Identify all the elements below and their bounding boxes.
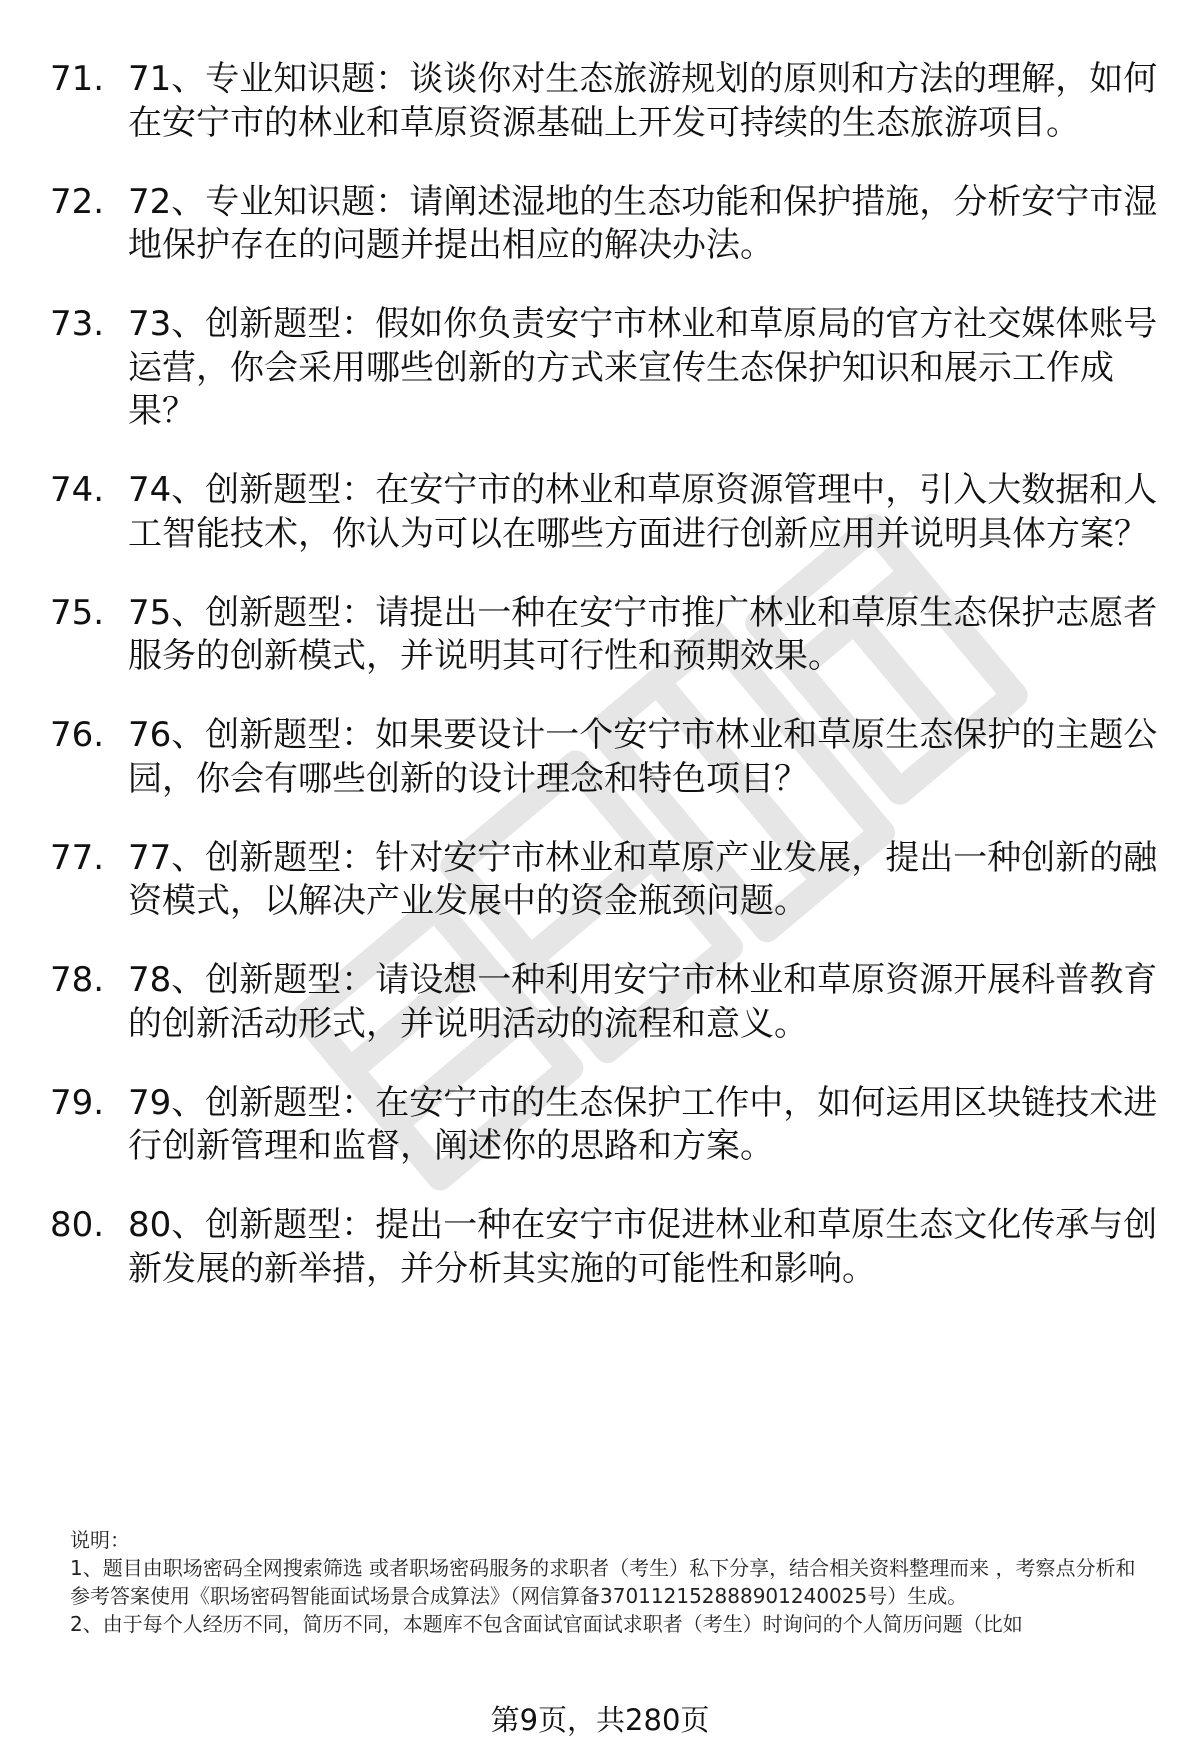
question-number: 78. bbox=[50, 960, 105, 1000]
question-text: 72、专业知识题：请阐述湿地的生态功能和保护措施，分析安宁市湿地保护存在的问题并提出相应的解决办法。 bbox=[128, 181, 1158, 265]
question-text: 74、创新题型：在安宁市的林业和草原资源管理中，引入大数据和人工智能技术，你认为可以在哪些方面进行创新应用并说明具体方案？ bbox=[128, 470, 1158, 554]
question-text: 80、创新题型：提出一种在安宁市促进林业和草原生态文化传承与创新发展的新举措，并分析其实施的可能性和影响。 bbox=[128, 1205, 1158, 1289]
question-number: 72. bbox=[50, 181, 105, 222]
notes-title: 说明： bbox=[70, 1528, 130, 1552]
question-text: 71、专业知识题：谈谈你对生态旅游规划的原则和方法的理解，如何在安宁市的林业和草原资源基础上开发可持续的生态旅游项目。 bbox=[128, 59, 1158, 143]
question-text: 77、创新题型：针对安宁市林业和草原产业发展，提出一种创新的融资模式，以解决产业发展中的资金瓶颈问题。 bbox=[128, 837, 1158, 921]
question-number: 80. bbox=[50, 1205, 105, 1245]
notes-line-1: 1、题目由职场密码全网搜索筛选 或者职场密码服务的求职者（考生）私下分享，结合相关资料整理而来 ，考察点分析和参考答案使用《职场密码智能面试场景合成算法》（网信算备370112152888901240025号）生成。 bbox=[70, 1556, 1136, 1608]
question-item bbox=[50, 1204, 1160, 1291]
question-item bbox=[50, 58, 1160, 145]
question-number: 74. bbox=[50, 470, 105, 510]
question-item bbox=[50, 303, 1160, 434]
question-text: 78、创新题型：请设想一种利用安宁市林业和草原资源开展科普教育的创新活动形式，并说明活动的流程和意义。 bbox=[128, 960, 1158, 1044]
question-item bbox=[50, 181, 1160, 268]
question-item bbox=[50, 469, 1160, 556]
question-number: 79. bbox=[50, 1082, 105, 1123]
question-text: 76、创新题型：如果要设计一个安宁市林业和草原生态保护的主题公园，你会有哪些创新的设计理念和特色项目？ bbox=[128, 715, 1158, 799]
question-text: 75、创新题型：请提出一种在安宁市推广林业和草原生态保护志愿者服务的创新模式，并说明其可行性和预期效果。 bbox=[128, 592, 1158, 676]
question-item bbox=[50, 959, 1160, 1046]
question-number: 77. bbox=[50, 837, 105, 878]
question-text: 73、创新题型：假如你负责安宁市林业和草原局的官方社交媒体账号运营，你会采用哪些创新的方式来宣传生态保护知识和展示工作成果？ bbox=[128, 304, 1158, 431]
question-item bbox=[50, 714, 1160, 801]
question-item bbox=[50, 592, 1160, 679]
question-number: 76. bbox=[50, 715, 105, 755]
question-text: 79、创新题型：在安宁市的生态保护工作中，如何运用区块链技术进行创新管理和监督，阐述你的思路和方案。 bbox=[128, 1082, 1158, 1166]
question-number: 71. bbox=[50, 59, 105, 99]
notes-section bbox=[70, 1526, 1140, 1638]
notes-line-2: 2、由于每个人经历不同，简历不同，本题库不包含面试官面试求职者（考生）时询问的个人简历问题（比如 bbox=[70, 1612, 1023, 1636]
question-item bbox=[50, 837, 1160, 924]
question-number: 73. bbox=[50, 304, 105, 344]
question-list bbox=[50, 58, 1160, 1327]
question-number: 75. bbox=[50, 592, 105, 633]
question-item bbox=[50, 1082, 1160, 1169]
page-number: 第9页，共280页 bbox=[490, 1703, 710, 1737]
